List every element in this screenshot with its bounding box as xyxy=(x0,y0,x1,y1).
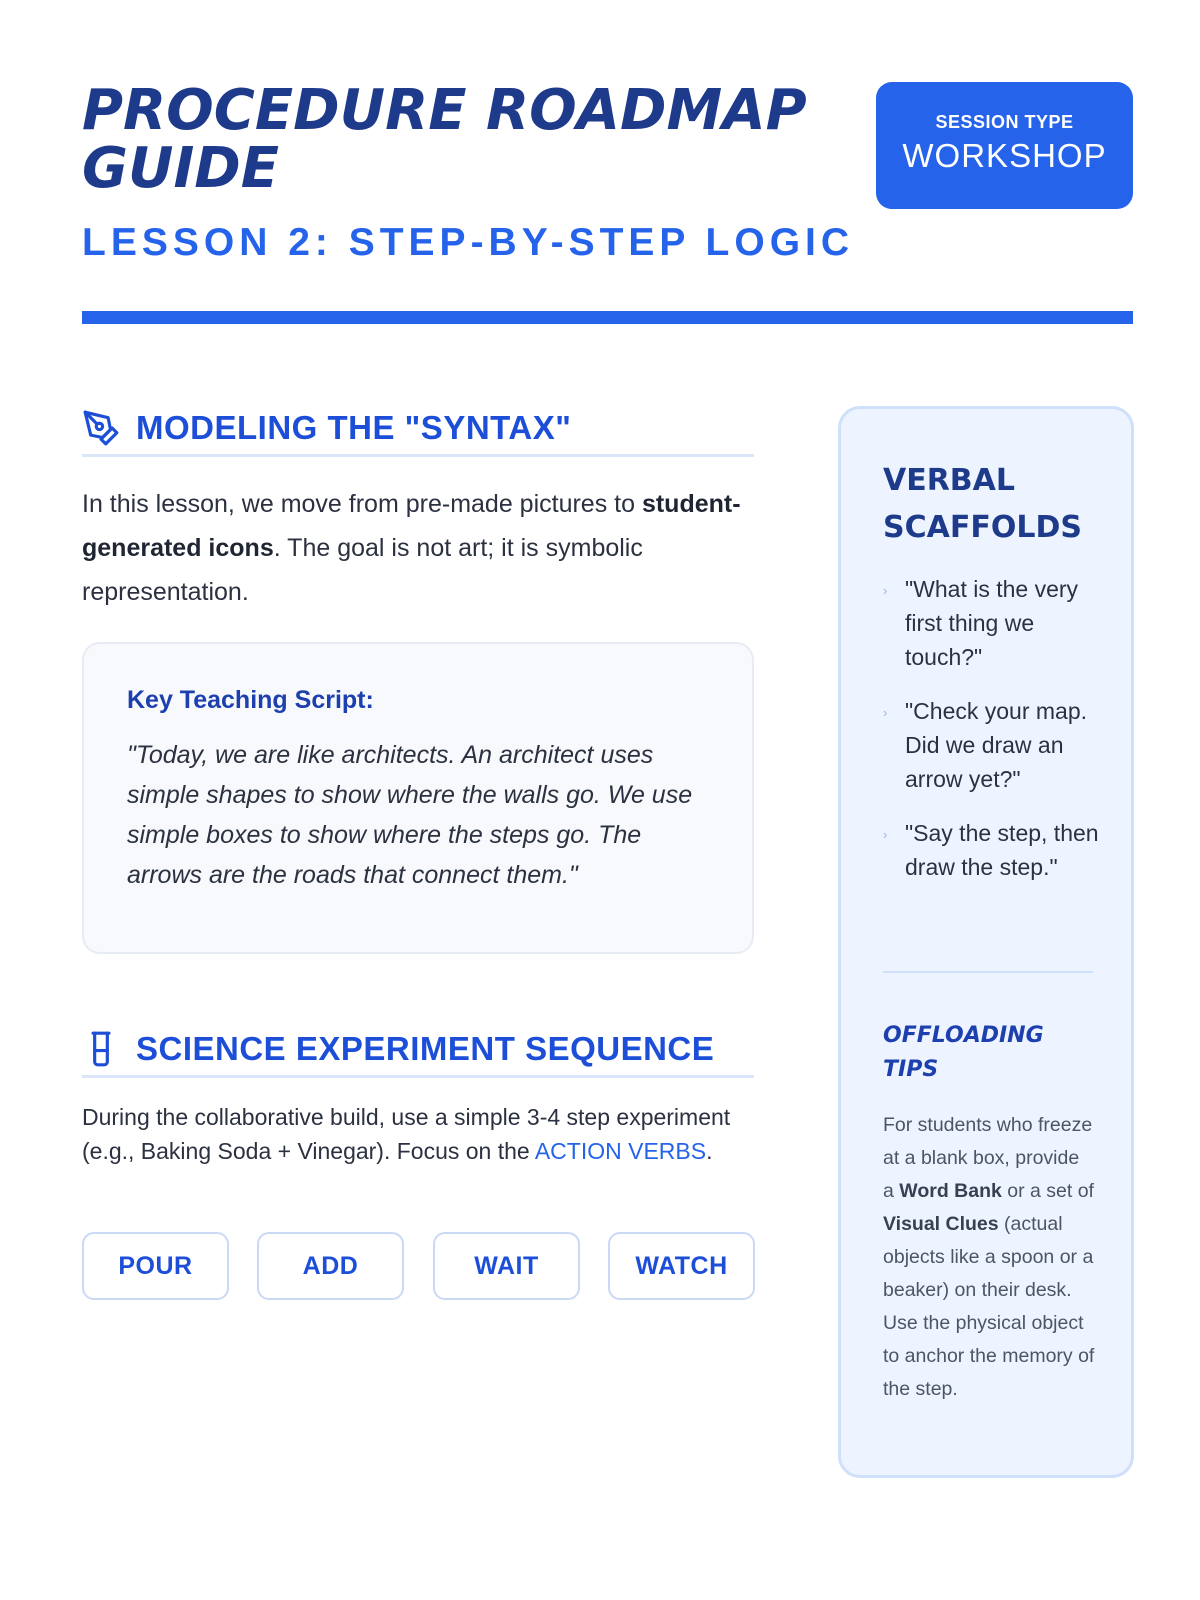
science-heading-text: SCIENCE EXPERIMENT SEQUENCE xyxy=(136,1030,715,1067)
word-bank-term: Word Bank xyxy=(899,1180,1002,1202)
scaffold-prompt-list xyxy=(883,572,1103,904)
pen-tool-icon xyxy=(82,409,120,447)
modeling-section-heading xyxy=(82,402,754,457)
chevron-right-icon: › xyxy=(883,705,888,720)
science-section-heading xyxy=(82,1023,754,1078)
list-item xyxy=(883,694,1103,796)
header-divider xyxy=(82,311,1133,324)
intro-text-start: In this lesson, we move from pre-made pictures to xyxy=(82,490,642,518)
badge-value: WORKSHOP xyxy=(902,137,1107,174)
offloading-tips-text xyxy=(883,1109,1095,1406)
teaching-script-box xyxy=(82,642,754,954)
intro-bold-term: student-generated icons xyxy=(82,490,741,562)
science-text-end: . xyxy=(706,1138,713,1164)
chevron-right-icon: › xyxy=(883,827,888,842)
list-item xyxy=(883,572,1103,674)
tips-text-2: or a set of xyxy=(1001,1180,1094,1202)
lesson-subtitle: LESSON 2: STEP-BY-STEP LOGIC xyxy=(82,221,855,264)
page-title: PROCEDURE ROADMAP GUIDE xyxy=(82,78,807,201)
action-verbs-highlight: ACTION VERBS xyxy=(534,1138,707,1164)
prompt-text: "What is the very first thing we touch?" xyxy=(905,576,1079,670)
offloading-tips-heading: OFFLOADING TIPS xyxy=(883,1023,1044,1082)
sidebar-divider xyxy=(883,971,1093,973)
sidebar-title: VERBAL SCAFFOLDS xyxy=(883,463,1082,545)
intro-text-end: . The goal is not art; it is symbolic representation. xyxy=(82,534,643,606)
verb-chip-wait: WAIT xyxy=(433,1232,580,1300)
session-type-badge xyxy=(876,82,1133,209)
prompt-text: "Say the step, then draw the step." xyxy=(905,820,1099,880)
script-title: Key Teaching Script: xyxy=(127,686,374,714)
modeling-heading-text: MODELING THE "SYNTAX" xyxy=(136,409,572,446)
script-quote: "Today, we are like architects. An architect uses simple shapes to show where the walls go. We use simple boxes to show where the steps go. The arrows are the roads that connect them." xyxy=(127,741,693,889)
verb-chip-pour: POUR xyxy=(82,1232,229,1300)
verbal-scaffolds-sidebar xyxy=(838,406,1134,1478)
verb-chip-watch: WATCH xyxy=(608,1232,755,1300)
chevron-right-icon: › xyxy=(883,583,888,598)
tips-text-1: For students who freeze at a blank box, provide a xyxy=(883,1114,1093,1202)
modeling-intro xyxy=(82,482,742,614)
badge-label: SESSION TYPE xyxy=(935,112,1074,132)
tips-text-3: (actual objects like a spoon or a beaker) on their desk. Use the physical object to anchor the memory of the step. xyxy=(883,1213,1095,1400)
visual-clues-term: Visual Clues xyxy=(883,1213,999,1235)
verb-chip-add: ADD xyxy=(257,1232,404,1300)
list-item xyxy=(883,816,1103,884)
beaker-icon xyxy=(82,1030,120,1068)
prompt-text: "Check your map. Did we draw an arrow yet?" xyxy=(905,698,1088,792)
science-description xyxy=(82,1100,762,1168)
science-text-start: During the collaborative build, use a simple 3-4 step experiment (e.g., Baking Soda + Vinegar). Focus on the xyxy=(82,1104,731,1164)
